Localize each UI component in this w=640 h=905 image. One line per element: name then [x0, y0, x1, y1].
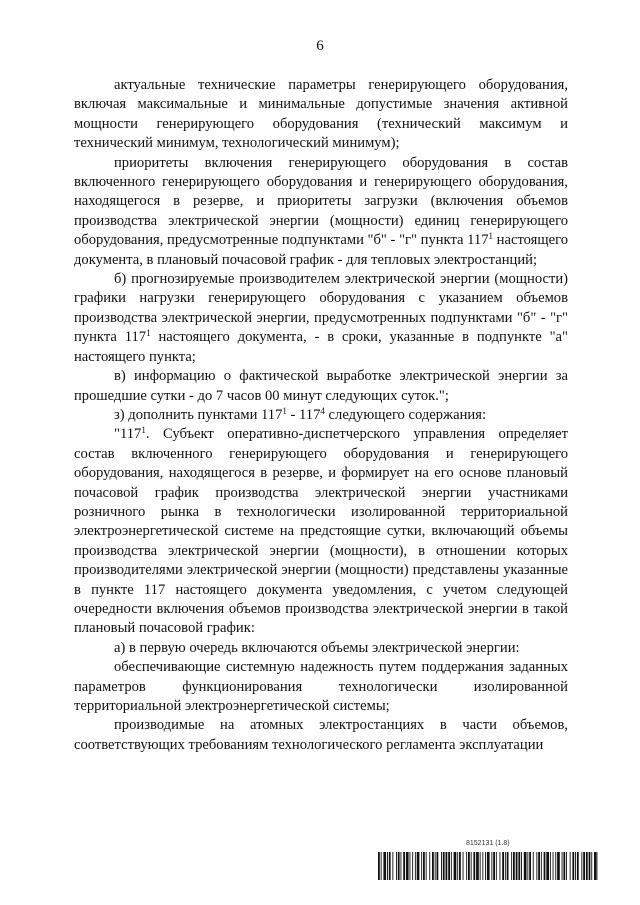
barcode-bar: [435, 852, 436, 880]
paragraph-nuclear-plants: [74, 716, 568, 755]
paragraph-priorities: [74, 154, 568, 270]
barcode-bar: [493, 852, 495, 880]
barcode-bar: [412, 852, 413, 880]
barcode-bar: [378, 852, 380, 880]
barcode-bar: [459, 852, 461, 880]
paragraph-text: актуальные технические параметры генерирующего оборудования, включая максимальные и минимальные допустимые значения активной мощности генерирующего оборудования (технический максимум и технический минимум, технологический минимум);: [74, 77, 568, 152]
barcode-bar: [538, 852, 540, 880]
paragraph-text: а) в первую очередь включаются объемы электрической энергии:: [114, 639, 520, 656]
barcode-bar: [454, 852, 457, 880]
barcode-bar: [415, 852, 416, 880]
barcode-bar: [505, 852, 506, 880]
barcode-bar: [562, 852, 563, 880]
paragraph-text: настоящего документа, в плановый почасовой график - для тепловых электростанций;: [74, 232, 568, 268]
paragraph-text: приоритеты включения генерирующего оборудования в состав включенного генерирующего оборудования и генерирующего оборудования, находящегося в резерве, и приоритеты загрузки (включения объемов производства электрической энергии (мощности) единиц генерирующего оборудования, предусмотренные подпунктами "б" - "г" пункта 117: [74, 154, 568, 249]
barcode-bar: [410, 852, 411, 880]
barcode-bar: [398, 852, 400, 880]
paragraph-text: б) прогнозируемые производителем электрической энергии (мощности) графики нагрузки генерирующего оборудования с указанием объемов производства электрической энергии, предусмотренных подпунктами "б" - "г" пункта 117: [74, 271, 568, 346]
barcode-bar: [491, 852, 492, 880]
barcode-bar: [575, 852, 576, 880]
barcode-bar: [589, 852, 591, 880]
barcode-bar: [466, 852, 467, 880]
barcode-bar: [507, 852, 509, 880]
barcode-bar: [403, 852, 405, 880]
page-number: 6: [316, 38, 324, 54]
barcode-bar: [581, 852, 582, 880]
barcode-bar: [566, 852, 567, 880]
barcode-bar: [429, 852, 430, 880]
barcode-bar: [437, 852, 439, 880]
barcode-bar: [401, 852, 402, 880]
superscript: 4: [320, 405, 325, 416]
barcode-bar: [457, 852, 458, 880]
barcode-bar: [406, 852, 409, 880]
barcode-bar: [544, 852, 546, 880]
superscript: 1: [146, 328, 151, 339]
barcode-bar: [468, 852, 470, 880]
paragraph-text: . Субъект оперативно-диспетчерского управления определяет состав включенного генерирующего оборудования и генерирующего оборудования, находящегося в резерве, и формирует на его основе плановый почасовой график производства электрической энергии участниками розничного рынка в технологически изолированной территориальной электроэнергетической системе на предстоящие сутки, включающий объемы производства электрической энергии (мощности), в отношении которых производителями электрической энергии (мощности) представлены указанные в пункте 117 настоящего документа уведомления, с учетом следующей очередности включения объемов производства электрической энергии в такой плановый почасовой график:: [74, 426, 568, 637]
paragraph-system-reliability: [74, 658, 568, 716]
barcode-bar: [446, 852, 448, 880]
barcode-bar: [473, 852, 475, 880]
paragraph-text: следующего содержания:: [324, 406, 487, 423]
barcode-bar: [441, 852, 442, 880]
paragraph-text: обеспечивающие системную надежность путем поддержания заданных параметров функционирования технологически изолированной территориальной электроэнергетической системы;: [74, 659, 568, 714]
barcode-bar: [553, 852, 554, 880]
barcode-bar: [577, 852, 579, 880]
barcode-bar: [383, 852, 386, 880]
superscript: 1: [141, 425, 146, 436]
document-body: [74, 76, 568, 755]
barcode-image: [378, 852, 598, 880]
paragraph-text: производимые на атомных электростанциях в части объемов, соответствующих требованиям технологического регламента эксплуатации: [74, 717, 568, 753]
barcode-bar: [417, 852, 420, 880]
barcode-bar: [426, 852, 427, 880]
paragraph-text: з) дополнить пунктами 117: [114, 406, 283, 423]
barcode-bar: [487, 852, 490, 880]
barcode-bar: [381, 852, 382, 880]
barcode-bar: [516, 852, 518, 880]
barcode-bar: [451, 852, 452, 880]
barcode-bar: [443, 852, 445, 880]
barcode-bar: [496, 852, 497, 880]
barcode-bar: [594, 852, 597, 880]
barcode-bar: [387, 852, 388, 880]
paragraph-text: "117: [114, 426, 142, 443]
barcode-bar: [527, 852, 528, 880]
barcode-bar: [421, 852, 422, 880]
barcode-bar: [513, 852, 515, 880]
document-code: 8152131 (1.8): [466, 840, 510, 847]
barcode-bar: [392, 852, 393, 880]
barcode-bar: [524, 852, 527, 880]
barcode-bar: [518, 852, 520, 880]
barcode-bar: [485, 852, 486, 880]
barcode-bar: [463, 852, 464, 880]
barcode-bar: [591, 852, 592, 880]
barcode-bar: [511, 852, 512, 880]
barcode-bar: [448, 852, 450, 880]
barcode-bar: [432, 852, 434, 880]
barcode-bar: [570, 852, 571, 880]
paragraph-text: настоящего документа, - в сроки, указанные в подпункте "а" настоящего пункта;: [74, 329, 568, 365]
barcode-bar: [480, 852, 481, 880]
barcode-bar: [389, 852, 391, 880]
barcode-bar: [476, 852, 479, 880]
paragraph-item-b: [74, 270, 568, 367]
barcode-bar: [586, 852, 588, 880]
barcode-bar: [471, 852, 472, 880]
barcode-bar: [555, 852, 556, 880]
barcode-bar: [396, 852, 397, 880]
barcode-bar: [500, 852, 501, 880]
barcode-bar: [541, 852, 542, 880]
barcode-bar: [529, 852, 531, 880]
paragraph-text: - 117: [286, 406, 321, 423]
paragraph-technical-parameters: [74, 76, 568, 154]
paragraph-item-z: [74, 406, 568, 425]
barcode-bar: [572, 852, 574, 880]
barcode-bar: [533, 852, 534, 880]
paragraph-item-a: [74, 639, 568, 658]
superscript: 1: [282, 405, 287, 416]
barcode-bar: [546, 852, 549, 880]
barcode-bar: [482, 852, 483, 880]
barcode-bar: [521, 852, 522, 880]
barcode-bar: [563, 852, 565, 880]
paragraph-text: в) информацию о фактической выработке электрической энергии за прошедшие сутки - до 7 часов 00 минут следующих суток.";: [74, 368, 568, 404]
barcode-bar: [583, 852, 585, 880]
barcode-bar: [557, 852, 560, 880]
barcode-bar: [536, 852, 537, 880]
barcode-bar: [550, 852, 551, 880]
superscript: 1: [488, 231, 494, 242]
barcode-bar: [502, 852, 504, 880]
paragraph-item-v: [74, 367, 568, 406]
paragraph-clause-117-1: [74, 425, 568, 638]
barcode-bar: [423, 852, 425, 880]
